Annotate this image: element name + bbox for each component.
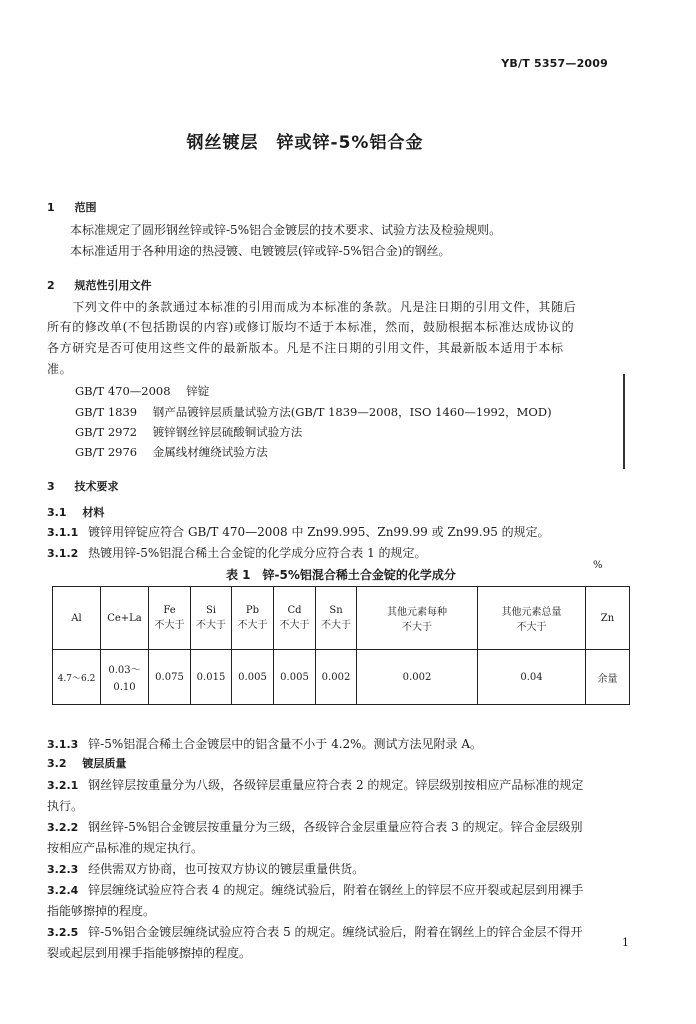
clause-number: 3.2.2 (47, 821, 79, 834)
table-cell: 0.002 (357, 650, 478, 705)
section-title: 规范性引用文件 (74, 279, 152, 292)
table-cell: 0.03～ 0.10 (101, 650, 149, 705)
header-cell: Al (53, 587, 101, 650)
clause-text: 镀锌用锌锭应符合 GB/T 470—2008 中 Zn99.995、Zn99.99 或 Zn99.95 的规定。 (88, 525, 550, 539)
header-cell: Sn 不大于 (316, 587, 357, 650)
clause-number: 3.1.2 (47, 547, 79, 560)
subsection-title: 材料 (82, 506, 105, 519)
reference-item (75, 404, 552, 420)
table-cell: 0.075 (149, 650, 191, 705)
paragraph: 本标准规定了圆形钢丝锌或锌-5%铝合金镀层的技术要求、试验方法及检验规则。 (70, 223, 502, 237)
table-caption: 表 1 锌-5%铝混合稀土合金锭的化学成分 (226, 568, 456, 582)
section-1-heading (47, 199, 97, 215)
clause-number: 3.2.5 (47, 926, 79, 939)
table-cell: 0.015 (191, 650, 232, 705)
paragraph: 本标准适用于各种用途的热浸镀、电镀镀层(锌或锌-5%铝合金)的钢丝。 (70, 244, 451, 258)
table-cell: 0.005 (232, 650, 274, 705)
clause-3-2-4 (47, 881, 583, 898)
reference-item (75, 383, 209, 399)
clause-3-2-3 (47, 860, 364, 877)
clause-3-2-2 (47, 818, 583, 835)
clause-3-2-5 (47, 923, 583, 940)
page-number: 1 (622, 936, 629, 949)
paragraph-line: 下列文件中的条款通过本标准的引用而成为本标准的条款。凡是注日期的引用文件，其随后 (47, 300, 577, 314)
header-cell: Si 不大于 (191, 587, 232, 650)
reference-code: GB/T 2976 (75, 445, 138, 459)
subsection-title: 镀层质量 (82, 757, 127, 770)
reference-item (75, 424, 302, 440)
reference-item (75, 444, 268, 460)
paragraph-line: 所有的修改单(不包括勘误的内容)或修订版均不适于本标准，然而，鼓励根据本标准达成协议的 (47, 320, 575, 334)
table-cell: 0.005 (274, 650, 316, 705)
clause-number: 3.1.3 (47, 738, 79, 751)
section-3-heading (47, 478, 119, 494)
header-cell: 其他元素总量 不大于 (478, 587, 586, 650)
clause-text: 锌层缠绕试验应符合表 4 的规定。缠绕试验后，附着在钢丝上的锌层不应开裂或起层到用裸手 (88, 883, 584, 897)
paragraph-line: 准。 (47, 362, 73, 376)
subsection-heading (47, 755, 126, 771)
clause-3-1-1 (47, 523, 550, 540)
reference-title: 金属线材缠绕试验方法 (152, 445, 268, 459)
clause-3-1-2 (47, 544, 427, 561)
standard-code: YB/T 5357—2009 (501, 57, 608, 70)
subsection-number: 3.2 (47, 757, 67, 770)
paragraph-line: 各方研究是否可使用这些文件的最新版本。凡是不注日期的引用文件，其最新版本适用于本标 (47, 341, 564, 355)
table-cell: 0.002 (316, 650, 357, 705)
table-row (53, 650, 630, 705)
section-title: 范围 (74, 201, 97, 214)
table-cell: 余量 (586, 650, 630, 705)
margin-line (623, 374, 625, 469)
header-cell: Pb 不大于 (232, 587, 274, 650)
header-cell: Zn (586, 587, 630, 650)
subsection-heading (47, 504, 104, 520)
clause-text-continued: 执行。 (47, 799, 84, 813)
header-cell: Ce+La (101, 587, 149, 650)
clause-number: 3.1.1 (47, 526, 79, 539)
clause-text-continued: 裂或起层到用裸手指能够擦掉的程度。 (47, 946, 252, 960)
reference-title: 锌锭 (186, 384, 210, 398)
table-header-row (53, 587, 630, 650)
section-2-heading (47, 277, 152, 293)
reference-title: 镀锌钢丝锌层硫酸铜试验方法 (152, 425, 303, 439)
clause-text: 钢丝锌层按重量分为八级，各级锌层重量应符合表 2 的规定。锌层级别按相应产品标准的规定 (88, 778, 584, 792)
subsection-number: 3.1 (47, 506, 67, 519)
section-number: 1 (47, 201, 55, 214)
reference-title: 钢产品镀锌层质量试验方法(GB/T 1839—2008，ISO 1460—1992，MOD) (152, 405, 552, 419)
reference-code: GB/T 470—2008 (75, 384, 171, 398)
clause-text: 经供需双方协商，也可按双方协议的镀层重量供货。 (88, 862, 365, 876)
table-unit: % (593, 560, 603, 571)
header-cell: Fe 不大于 (149, 587, 191, 650)
clause-3-1-3 (47, 735, 482, 752)
section-number: 2 (47, 279, 55, 292)
table-cell: 4.7～6.2 (53, 650, 101, 705)
clause-text: 锌-5%铝混合稀土合金镀层中的铝含量不小于 4.2%。测试方法见附录 A。 (88, 737, 483, 751)
clause-text: 热镀用锌-5%铝混合稀土合金锭的化学成分应符合表 1 的规定。 (88, 546, 427, 560)
table-cell: 0.04 (478, 650, 586, 705)
clause-text: 钢丝锌-5%铝合金镀层按重量分为三级，各级锌合金层重量应符合表 3 的规定。锌合金层级别 (88, 820, 583, 834)
composition-table (52, 586, 630, 705)
clause-3-2-1 (47, 776, 583, 793)
clause-number: 3.2.4 (47, 884, 79, 897)
reference-code: GB/T 2972 (75, 425, 138, 439)
reference-code: GB/T 1839 (75, 405, 138, 419)
clause-number: 3.2.1 (47, 779, 79, 792)
header-cell: Cd 不大于 (274, 587, 316, 650)
section-title: 技术要求 (74, 480, 119, 493)
clause-text-continued: 按相应产品标准的规定执行。 (47, 841, 204, 855)
document-title: 钢丝镀层 锌或锌-5%铝合金 (186, 133, 424, 153)
clause-text-continued: 指能够擦掉的程度。 (47, 904, 156, 918)
clause-number: 3.2.3 (47, 863, 79, 876)
header-cell: 其他元素每种 不大于 (357, 587, 478, 650)
section-number: 3 (47, 480, 55, 493)
clause-text: 锌-5%铝合金镀层缠绕试验应符合表 5 的规定。缠绕试验后，附着在钢丝上的锌合金层不得开 (88, 925, 583, 939)
